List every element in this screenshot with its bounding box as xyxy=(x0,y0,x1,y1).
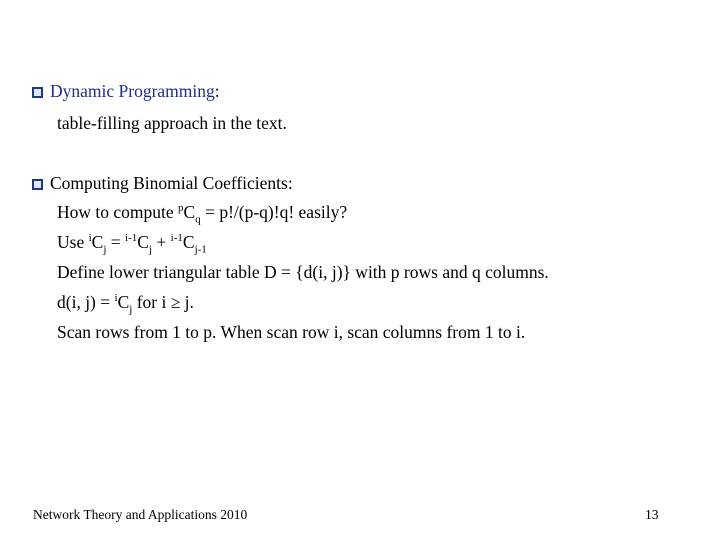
text-part: C xyxy=(137,232,149,252)
checkbox-bullet-icon xyxy=(32,87,43,98)
bullet-binomial xyxy=(32,172,293,194)
text-part: C xyxy=(91,232,104,252)
text-part: for i ≥ j. xyxy=(132,292,194,312)
text-part: C xyxy=(117,292,130,312)
text-part: d(i, j) = xyxy=(57,292,115,312)
superscript: i-1 xyxy=(125,232,138,245)
text-part: = p!/(p-q)!q! easily? xyxy=(200,202,348,222)
subscript: j xyxy=(148,243,153,256)
text-part: C xyxy=(182,232,195,252)
subscript: j xyxy=(129,303,133,316)
checkbox-bullet-icon xyxy=(32,179,43,190)
footer-title: Network Theory and Applications 2010 xyxy=(33,507,248,522)
text-part: + xyxy=(152,232,171,252)
text-part: = xyxy=(106,232,126,252)
subscript: j xyxy=(103,243,107,256)
subscript: j-1 xyxy=(194,243,207,256)
text-line-compute xyxy=(57,201,348,226)
bullet-title: Dynamic Programming xyxy=(50,81,215,101)
superscript: i-1 xyxy=(170,232,183,245)
text-part: C xyxy=(183,202,196,222)
page-number: 13 xyxy=(645,507,659,522)
text-line: table-filling approach in the text. xyxy=(57,113,287,133)
superscript: p xyxy=(178,202,184,215)
text-line-scan: Scan rows from 1 to p. When scan row i, scan columns from 1 to i. xyxy=(57,322,526,342)
superscript: i xyxy=(88,232,92,245)
text-line-dij xyxy=(57,291,194,316)
text-line-use xyxy=(57,231,207,256)
text-part: Use xyxy=(57,232,89,252)
bullet-dynamic-programming xyxy=(32,80,220,102)
text-line-define: Define lower triangular table D = {d(i, j)} with p rows and q columns. xyxy=(57,262,549,282)
subscript: q xyxy=(195,213,201,226)
superscript: i xyxy=(114,292,118,305)
bullet-title: Computing Binomial Coefficients: xyxy=(50,173,293,193)
text-part: How to compute xyxy=(57,202,179,222)
bullet-title-suffix: : xyxy=(214,81,220,101)
